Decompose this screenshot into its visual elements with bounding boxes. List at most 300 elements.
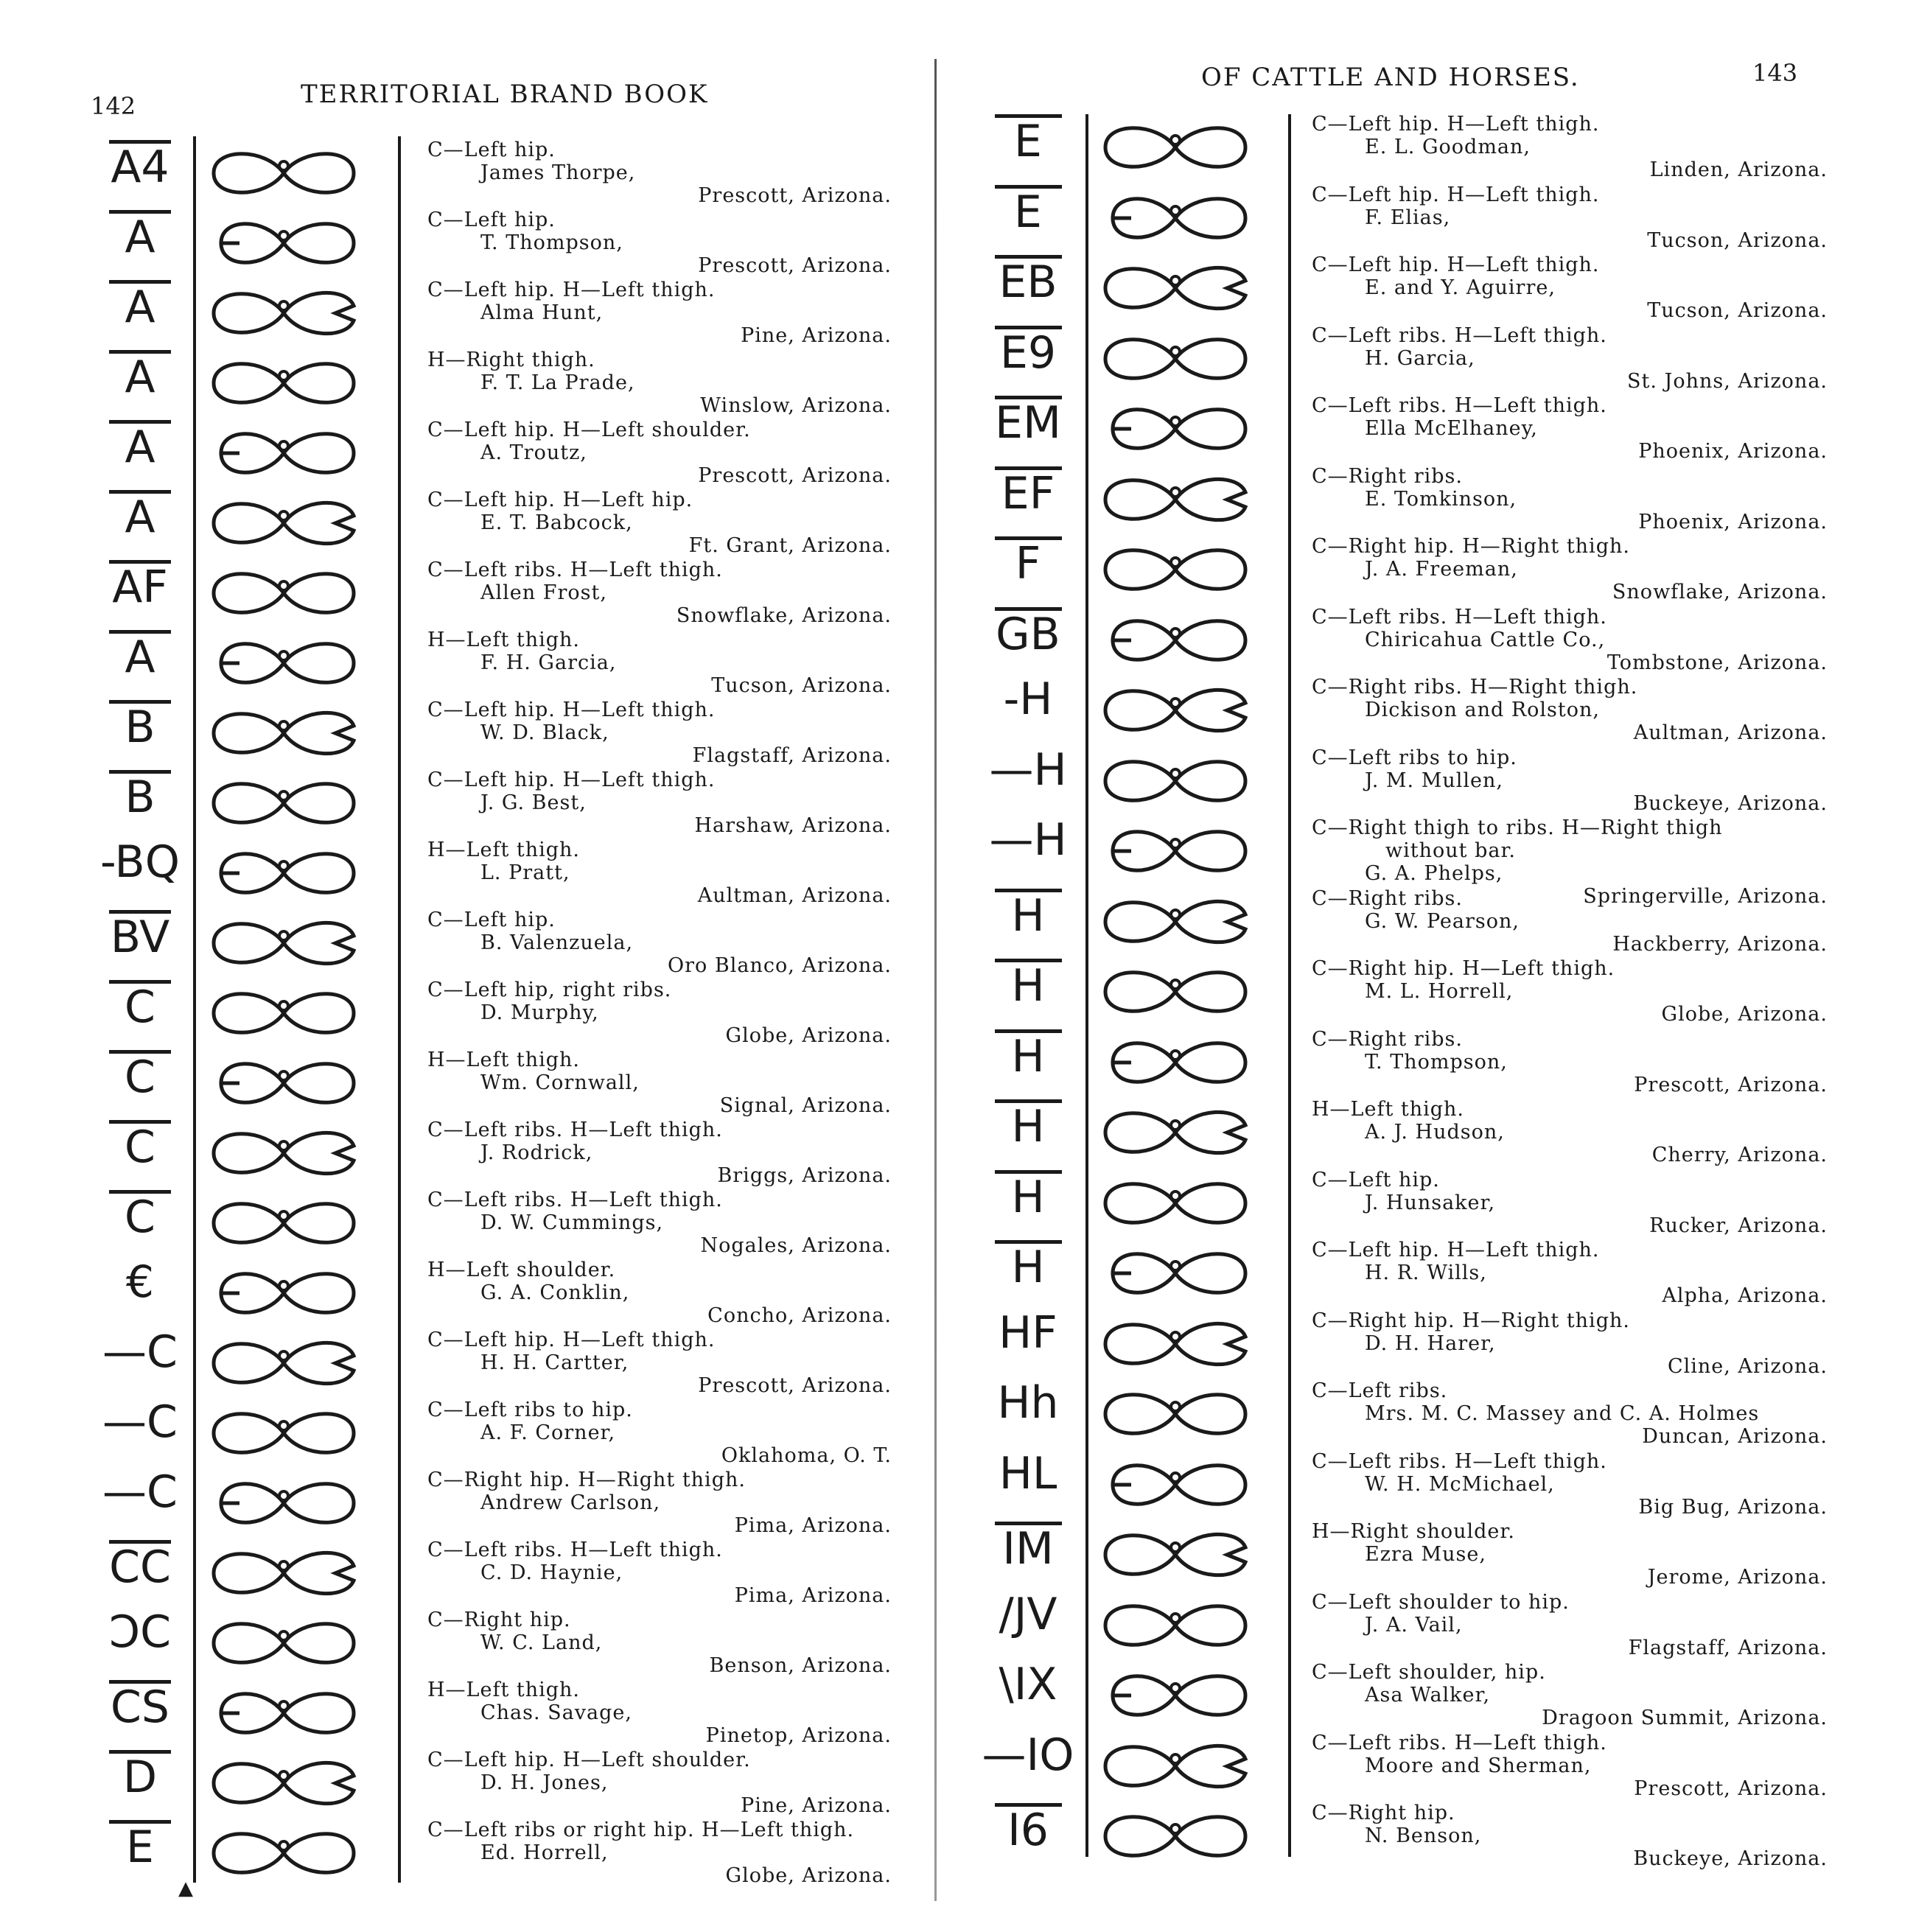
brand-text: -BQ bbox=[100, 836, 180, 888]
entry-owner: B. Valenzuela, bbox=[480, 931, 634, 954]
brand-text: H bbox=[1011, 1242, 1045, 1293]
brand-mark bbox=[96, 980, 184, 1033]
brand-mark bbox=[980, 1306, 1076, 1359]
entry-marks: C—Left ribs. H—Left thigh. bbox=[1312, 323, 1607, 347]
brand-text: —C bbox=[102, 1326, 178, 1378]
entry-owner: E. L. Goodman, bbox=[1365, 136, 1531, 158]
entry-location: Aultman, Arizona. bbox=[697, 884, 892, 907]
brand-mark bbox=[980, 1729, 1076, 1781]
entry-owner: E. Tomkinson, bbox=[1365, 487, 1517, 511]
brand-mark bbox=[96, 140, 184, 193]
earmark-icon bbox=[1098, 962, 1253, 1024]
entry-owner: A. Troutz, bbox=[480, 441, 587, 464]
brand-entry bbox=[1312, 465, 1828, 533]
brand-entry bbox=[1312, 1098, 1828, 1166]
entry-owner: Allen Frost, bbox=[480, 581, 607, 604]
brand-mark bbox=[980, 326, 1076, 379]
earmark-icon bbox=[1098, 1737, 1253, 1799]
entry-location: Prescott, Arizona. bbox=[1634, 1777, 1828, 1800]
entry-marks: C—Left ribs. bbox=[1312, 1379, 1448, 1402]
entry-location: Prescott, Arizona. bbox=[1634, 1073, 1828, 1096]
entry-owner: W. H. McMichael, bbox=[1365, 1472, 1555, 1496]
entry-location: Duncan, Arizona. bbox=[1642, 1425, 1828, 1448]
entry-owner: E. T. Babcock, bbox=[480, 511, 633, 534]
entry-owner: H. H. Cartter, bbox=[480, 1351, 629, 1374]
brand-mark bbox=[980, 1522, 1076, 1575]
entry-owner: Ella McElhaney, bbox=[1365, 417, 1538, 440]
entry-owner: Alma Hunt, bbox=[480, 301, 604, 324]
brand-mark bbox=[980, 536, 1076, 589]
brand-entry bbox=[427, 1609, 892, 1677]
brand-text: HL bbox=[999, 1447, 1057, 1499]
entry-location: Oklahoma, O. T. bbox=[721, 1444, 892, 1467]
brand-text: F bbox=[1015, 538, 1041, 589]
entry-marks: C—Left hip. H—Left shoulder. bbox=[427, 419, 751, 441]
brand-text: D bbox=[122, 1751, 158, 1803]
entry-location: Globe, Arizona. bbox=[1661, 1003, 1828, 1026]
brand-text: EM bbox=[995, 397, 1061, 449]
entry-owner: W. D. Black, bbox=[480, 721, 609, 744]
brand-entry bbox=[427, 839, 892, 907]
brand-entry bbox=[427, 909, 892, 977]
brand-entry bbox=[427, 1329, 892, 1397]
earmark-icon bbox=[206, 1194, 361, 1256]
earmark-icon bbox=[206, 844, 361, 906]
entry-marks: H—Left thigh. bbox=[427, 629, 581, 651]
earmark-icon bbox=[1098, 118, 1253, 180]
entry-marks: C—Left hip. H—Left thigh. bbox=[1312, 183, 1600, 206]
brand-entry bbox=[427, 559, 892, 627]
entry-location: Phoenix, Arizona. bbox=[1638, 510, 1828, 533]
brand-text: GB bbox=[996, 608, 1060, 660]
brand-text: B bbox=[125, 771, 155, 823]
brand-mark bbox=[96, 560, 184, 613]
brand-entry bbox=[427, 209, 892, 277]
entry-location: Snowflake, Arizona. bbox=[676, 604, 892, 627]
entry-location: Phoenix, Arizona. bbox=[1638, 440, 1828, 463]
entry-marks: C—Left ribs. H—Left thigh. bbox=[1312, 1731, 1607, 1754]
earmark-icon bbox=[1098, 822, 1253, 883]
entry-location: Dragoon Summit, Arizona. bbox=[1542, 1707, 1828, 1729]
entry-location: Tucson, Arizona. bbox=[1647, 299, 1828, 322]
brand-mark bbox=[96, 1396, 184, 1448]
brand-mark bbox=[96, 700, 184, 753]
entry-marks: C—Left shoulder, hip. bbox=[1312, 1661, 1546, 1684]
earmark-icon bbox=[1098, 259, 1253, 321]
brand-text: B bbox=[125, 701, 155, 753]
brand-text: —C bbox=[102, 1466, 178, 1518]
brand-entry bbox=[427, 629, 892, 697]
brand-text: —IO bbox=[982, 1729, 1074, 1781]
column-rule bbox=[193, 136, 196, 1883]
brand-entry bbox=[1312, 1239, 1828, 1307]
entry-marks: C—Left ribs. H—Left thigh. bbox=[1312, 394, 1607, 417]
entry-location: Springerville, Arizona. bbox=[1583, 885, 1828, 908]
entry-owner: J. A. Freeman, bbox=[1365, 558, 1518, 581]
entry-location: Briggs, Arizona. bbox=[717, 1164, 892, 1187]
brand-entry bbox=[427, 1189, 892, 1257]
brand-entry bbox=[1312, 1520, 1828, 1589]
entry-location: Flagstaff, Arizona. bbox=[692, 744, 892, 767]
entry-location: Cherry, Arizona. bbox=[1651, 1144, 1828, 1166]
entry-marks: C—Right hip. H—Left thigh. bbox=[1312, 957, 1615, 980]
entry-marks: C—Right hip. H—Right thigh. bbox=[1312, 1309, 1630, 1332]
earmark-icon bbox=[1098, 1666, 1253, 1728]
earmark-icon bbox=[1098, 1033, 1253, 1095]
brand-entry bbox=[1312, 1169, 1828, 1237]
entry-location: Rucker, Arizona. bbox=[1649, 1214, 1828, 1237]
earmark-icon bbox=[206, 1124, 361, 1186]
earmark-icon bbox=[206, 1544, 361, 1606]
brand-entry bbox=[1312, 1802, 1828, 1870]
brand-mark bbox=[96, 490, 184, 543]
page-mark: ▲ bbox=[178, 1877, 193, 1900]
brand-text: /JV bbox=[999, 1588, 1057, 1640]
brand-mark bbox=[980, 1377, 1076, 1429]
left-page bbox=[0, 0, 936, 1932]
brand-text: A bbox=[125, 351, 155, 403]
entry-marks: H—Left thigh. bbox=[427, 1679, 581, 1701]
entry-marks: H—Left shoulder. bbox=[427, 1259, 616, 1281]
entry-owner: J. A. Vail, bbox=[1365, 1613, 1463, 1637]
entry-marks: C—Left hip. H—Left thigh. bbox=[1312, 113, 1600, 136]
entry-marks: C—Left hip. H—Left thigh. bbox=[427, 1329, 716, 1351]
earmark-icon bbox=[206, 1054, 361, 1116]
entry-owner: A. F. Corner, bbox=[480, 1421, 616, 1444]
brand-text: A4 bbox=[111, 141, 169, 193]
running-head: TERRITORIAL BRAND BOOK bbox=[301, 80, 709, 109]
entry-owner: D. H. Jones, bbox=[480, 1771, 609, 1794]
right-page bbox=[936, 0, 1916, 1932]
earmark-icon bbox=[206, 494, 361, 556]
entry-location: Signal, Arizona. bbox=[719, 1094, 892, 1117]
brand-mark bbox=[980, 743, 1076, 796]
entry-owner: D. W. Cummings, bbox=[480, 1211, 664, 1234]
entry-location: Pine, Arizona. bbox=[741, 324, 892, 347]
entry-location: Globe, Arizona. bbox=[725, 1024, 892, 1047]
earmark-icon bbox=[1098, 1315, 1253, 1376]
brand-mark bbox=[96, 1680, 184, 1733]
brand-mark bbox=[980, 673, 1076, 725]
brand-entry bbox=[1312, 1732, 1828, 1800]
entry-marks: H—Right thigh. bbox=[427, 349, 595, 371]
earmark-icon bbox=[206, 984, 361, 1046]
entry-owner: E. and Y. Aguirre, bbox=[1365, 276, 1556, 299]
entry-location: Pine, Arizona. bbox=[741, 1794, 892, 1817]
page-number: 143 bbox=[1752, 59, 1798, 87]
brand-mark bbox=[980, 1447, 1076, 1499]
brand-mark bbox=[980, 114, 1076, 167]
brand-mark bbox=[96, 1190, 184, 1243]
entry-location: Tucson, Arizona. bbox=[711, 674, 892, 697]
entry-owner: Ezra Muse, bbox=[1365, 1543, 1486, 1566]
entry-owner: A. J. Hudson, bbox=[1365, 1121, 1505, 1144]
brand-text: C bbox=[125, 1121, 155, 1173]
entry-marks: C—Left hip, right ribs. bbox=[427, 979, 672, 1001]
entry-location: Linden, Arizona. bbox=[1649, 158, 1828, 181]
entry-owner: G. W. Pearson, bbox=[1365, 909, 1520, 933]
brand-text: H bbox=[1011, 960, 1045, 1012]
brand-entry bbox=[427, 979, 892, 1047]
brand-mark bbox=[96, 1606, 184, 1658]
entry-owner: N. Benson, bbox=[1365, 1824, 1482, 1847]
brand-entry bbox=[1312, 394, 1828, 463]
entry-marks: C—Left hip. H—Left thigh. bbox=[427, 699, 716, 721]
entry-location: Snowflake, Arizona. bbox=[1612, 581, 1828, 603]
earmark-icon bbox=[206, 1754, 361, 1816]
brand-mark bbox=[980, 814, 1076, 866]
earmark-icon bbox=[206, 144, 361, 206]
brand-entry bbox=[1312, 1661, 1828, 1729]
brand-mark bbox=[96, 1750, 184, 1803]
entry-location: St. Johns, Arizona. bbox=[1627, 369, 1828, 393]
brand-text: E bbox=[1014, 116, 1042, 167]
column-rule bbox=[1288, 114, 1291, 1857]
brand-entry bbox=[427, 349, 892, 417]
entry-owner: T. Thompson, bbox=[480, 231, 623, 254]
brand-entry bbox=[427, 1259, 892, 1327]
earmark-icon bbox=[206, 1474, 361, 1536]
earmark-icon bbox=[206, 704, 361, 766]
brand-text: E bbox=[1014, 186, 1042, 238]
earmark-icon bbox=[1098, 1525, 1253, 1587]
brand-entry bbox=[1312, 183, 1828, 252]
entry-location: Prescott, Arizona. bbox=[698, 184, 892, 207]
entry-owner: W. C. Land, bbox=[480, 1631, 603, 1654]
entry-marks: C—Right hip. bbox=[427, 1609, 571, 1631]
entry-marks: C—Left ribs. H—Left thigh. bbox=[427, 1189, 723, 1211]
entry-owner: D. Murphy, bbox=[480, 1001, 599, 1024]
earmark-icon bbox=[1098, 892, 1253, 954]
brand-entry bbox=[427, 139, 892, 207]
earmark-icon bbox=[206, 214, 361, 276]
brand-text: Hh bbox=[997, 1377, 1059, 1429]
entry-marks: C—Left hip. bbox=[427, 909, 556, 931]
entry-owner: G. A. Phelps, bbox=[1365, 862, 1503, 885]
earmark-icon bbox=[1098, 1807, 1253, 1869]
brand-entry bbox=[1312, 1591, 1828, 1659]
entry-owner: Ed. Horrell, bbox=[480, 1841, 609, 1864]
brand-text: C bbox=[125, 1191, 155, 1243]
brand-entry bbox=[427, 279, 892, 347]
entry-marks: C—Left hip. bbox=[1312, 1168, 1440, 1191]
earmark-icon bbox=[1098, 1455, 1253, 1517]
brand-mark bbox=[980, 466, 1076, 519]
brand-text: A bbox=[125, 491, 155, 543]
brand-mark bbox=[96, 210, 184, 263]
brand-entry bbox=[427, 419, 892, 487]
entry-owner: Chas. Savage, bbox=[480, 1701, 632, 1724]
brand-text: AF bbox=[112, 561, 168, 613]
brand-text: A bbox=[125, 421, 155, 473]
entry-owner: Asa Walker, bbox=[1365, 1684, 1491, 1707]
entry-marks: C—Left hip. bbox=[427, 209, 556, 231]
brand-entry bbox=[1312, 1028, 1828, 1096]
brand-entry bbox=[427, 489, 892, 557]
brand-mark bbox=[980, 1588, 1076, 1640]
brand-text: A bbox=[125, 281, 155, 333]
entry-location: Prescott, Arizona. bbox=[698, 254, 892, 277]
column-rule bbox=[1085, 114, 1088, 1857]
brand-entry bbox=[1312, 253, 1828, 322]
entry-location: Flagstaff, Arizona. bbox=[1628, 1636, 1828, 1659]
entry-owner: J. Hunsaker, bbox=[1365, 1191, 1496, 1214]
entry-owner: Dickison and Rolston, bbox=[1365, 699, 1600, 721]
entry-owner: T. Thompson, bbox=[1365, 1050, 1508, 1074]
brand-entry bbox=[427, 769, 892, 837]
brand-text: A bbox=[125, 211, 155, 263]
brand-mark bbox=[96, 1050, 184, 1103]
brand-mark bbox=[96, 280, 184, 333]
brand-text: I6 bbox=[1007, 1805, 1049, 1856]
entry-location: Pima, Arizona. bbox=[734, 1584, 892, 1607]
earmark-icon bbox=[206, 284, 361, 346]
entry-marks: C—Right hip. bbox=[1312, 1802, 1455, 1824]
earmark-icon bbox=[206, 774, 361, 836]
brand-entry bbox=[427, 1539, 892, 1607]
earmark-icon bbox=[1098, 540, 1253, 602]
brand-mark bbox=[96, 1120, 184, 1173]
entry-location: Nogales, Arizona. bbox=[700, 1234, 892, 1257]
earmark-icon bbox=[206, 354, 361, 416]
entry-location: Aultman, Arizona. bbox=[1633, 721, 1828, 744]
entry-owner: C. D. Haynie, bbox=[480, 1561, 623, 1584]
brand-text: EF bbox=[1001, 467, 1055, 519]
earmark-icon bbox=[206, 1684, 361, 1746]
brand-text: E9 bbox=[999, 326, 1057, 379]
entry-location: Globe, Arizona. bbox=[725, 1864, 892, 1887]
brand-text: —H bbox=[989, 814, 1067, 866]
entry-location: Pima, Arizona. bbox=[734, 1514, 892, 1537]
entry-marks: C—Left hip. H—Left thigh. bbox=[427, 279, 716, 301]
earmark-icon bbox=[206, 1264, 361, 1326]
brand-text: C bbox=[125, 981, 155, 1033]
earmark-icon bbox=[1098, 752, 1253, 813]
earmark-icon bbox=[1098, 1103, 1253, 1165]
brand-mark bbox=[96, 1466, 184, 1518]
brand-mark bbox=[96, 420, 184, 473]
entry-marks: H—Left thigh. bbox=[1312, 1098, 1465, 1121]
entry-owner: Andrew Carlson, bbox=[480, 1491, 661, 1514]
entry-marks: C—Left ribs. H—Left thigh. bbox=[427, 559, 723, 581]
entry-owner: M. L. Horrell, bbox=[1365, 980, 1514, 1003]
earmark-icon bbox=[206, 1614, 361, 1676]
brand-text: -H bbox=[1003, 673, 1053, 725]
earmark-icon bbox=[1098, 1244, 1253, 1306]
entry-owner: H. Garcia, bbox=[1365, 346, 1475, 370]
brand-entry bbox=[427, 1819, 892, 1887]
entry-location: Tombstone, Arizona. bbox=[1606, 651, 1828, 674]
entry-marks: C—Left ribs. H—Left thigh. bbox=[427, 1539, 723, 1561]
entry-location: Prescott, Arizona. bbox=[698, 1374, 892, 1397]
brand-mark bbox=[980, 1029, 1076, 1082]
brand-entry bbox=[1312, 1379, 1828, 1448]
brand-mark bbox=[96, 630, 184, 683]
brand-text: —H bbox=[989, 743, 1067, 796]
entry-marks: C—Left hip. H—Left thigh. bbox=[1312, 253, 1600, 276]
entry-owner: F. T. La Prade, bbox=[480, 371, 635, 394]
brand-text: E bbox=[126, 1821, 154, 1873]
entry-owner: Mrs. M. C. Massey and C. A. Holmes bbox=[1365, 1402, 1760, 1425]
entry-owner: James Thorpe, bbox=[480, 161, 636, 184]
entry-marks: C—Left hip. H—Left thigh. bbox=[427, 769, 716, 791]
entry-location: Winslow, Arizona. bbox=[700, 394, 892, 417]
earmark-icon bbox=[1098, 470, 1253, 532]
brand-mark bbox=[96, 1256, 184, 1308]
entry-owner: L. Pratt, bbox=[480, 861, 570, 884]
brand-entry bbox=[1312, 113, 1828, 181]
entry-marks: H—Left thigh. bbox=[427, 839, 581, 861]
entry-location: Big Bug, Arizona. bbox=[1638, 1495, 1828, 1519]
brand-mark bbox=[980, 1659, 1076, 1710]
brand-mark bbox=[980, 255, 1076, 308]
column-rule bbox=[398, 136, 401, 1883]
entry-owner: F. Elias, bbox=[1365, 206, 1451, 229]
entry-marks: C—Right ribs. H—Right thigh. bbox=[1312, 676, 1638, 699]
brand-text: —C bbox=[102, 1396, 178, 1448]
entry-marks: C—Left shoulder to hip. bbox=[1312, 1590, 1570, 1614]
brand-mark bbox=[96, 770, 184, 823]
earmark-icon bbox=[206, 914, 361, 976]
brand-entry bbox=[1312, 606, 1828, 674]
brand-mark bbox=[980, 607, 1076, 660]
brand-text: \IX bbox=[999, 1659, 1057, 1710]
brand-mark bbox=[980, 396, 1076, 449]
entry-marks: C—Left hip. H—Left thigh. bbox=[1312, 1239, 1600, 1261]
entry-marks-continued: without bar. bbox=[1385, 839, 1516, 862]
entry-owner: Chiricahua Cattle Co., bbox=[1365, 628, 1606, 651]
brand-text: HF bbox=[999, 1306, 1057, 1359]
brand-mark bbox=[96, 350, 184, 403]
brand-text: BV bbox=[110, 911, 170, 963]
entry-location: Benson, Arizona. bbox=[709, 1654, 892, 1677]
brand-mark bbox=[980, 889, 1076, 942]
entry-location: Oro Blanco, Arizona. bbox=[668, 954, 892, 977]
entry-marks: C—Left ribs. H—Left thigh. bbox=[1312, 605, 1607, 629]
entry-marks: C—Left ribs. H—Left thigh. bbox=[427, 1119, 723, 1141]
earmark-icon bbox=[1098, 1596, 1253, 1658]
brand-entry bbox=[1312, 1450, 1828, 1519]
entry-owner: G. A. Conklin, bbox=[480, 1281, 630, 1304]
brand-mark bbox=[96, 1326, 184, 1378]
brand-mark bbox=[96, 836, 184, 888]
entry-location: Cline, Arizona. bbox=[1667, 1354, 1828, 1378]
earmark-icon bbox=[1098, 681, 1253, 743]
entry-marks: C—Left ribs to hip. bbox=[1312, 746, 1517, 769]
brand-entry bbox=[427, 1749, 892, 1817]
earmark-icon bbox=[206, 1404, 361, 1466]
brand-text: IM bbox=[1002, 1523, 1054, 1575]
entry-location: Harshaw, Arizona. bbox=[694, 814, 892, 837]
brand-entry bbox=[427, 1469, 892, 1537]
entry-marks: C—Right ribs. bbox=[1312, 1027, 1463, 1051]
brand-text: H bbox=[1011, 1101, 1045, 1152]
earmark-icon bbox=[1098, 1385, 1253, 1446]
brand-entry bbox=[427, 1049, 892, 1117]
brand-entry bbox=[1312, 676, 1828, 744]
brand-text: H bbox=[1011, 1030, 1045, 1082]
entry-marks: C—Left ribs. H—Left thigh. bbox=[1312, 1449, 1607, 1473]
entry-owner: D. H. Harer, bbox=[1365, 1331, 1496, 1355]
entry-marks: H—Left thigh. bbox=[427, 1049, 581, 1071]
entry-location: Buckeye, Arizona. bbox=[1633, 791, 1828, 815]
brand-entry bbox=[427, 1399, 892, 1467]
entry-marks: C—Left ribs or right hip. H—Left thigh. bbox=[427, 1819, 855, 1841]
entry-marks: C—Left ribs to hip. bbox=[427, 1399, 633, 1421]
brand-mark bbox=[980, 959, 1076, 1012]
earmark-icon bbox=[1098, 1174, 1253, 1236]
entry-owner: J. M. Mullen, bbox=[1365, 769, 1503, 792]
